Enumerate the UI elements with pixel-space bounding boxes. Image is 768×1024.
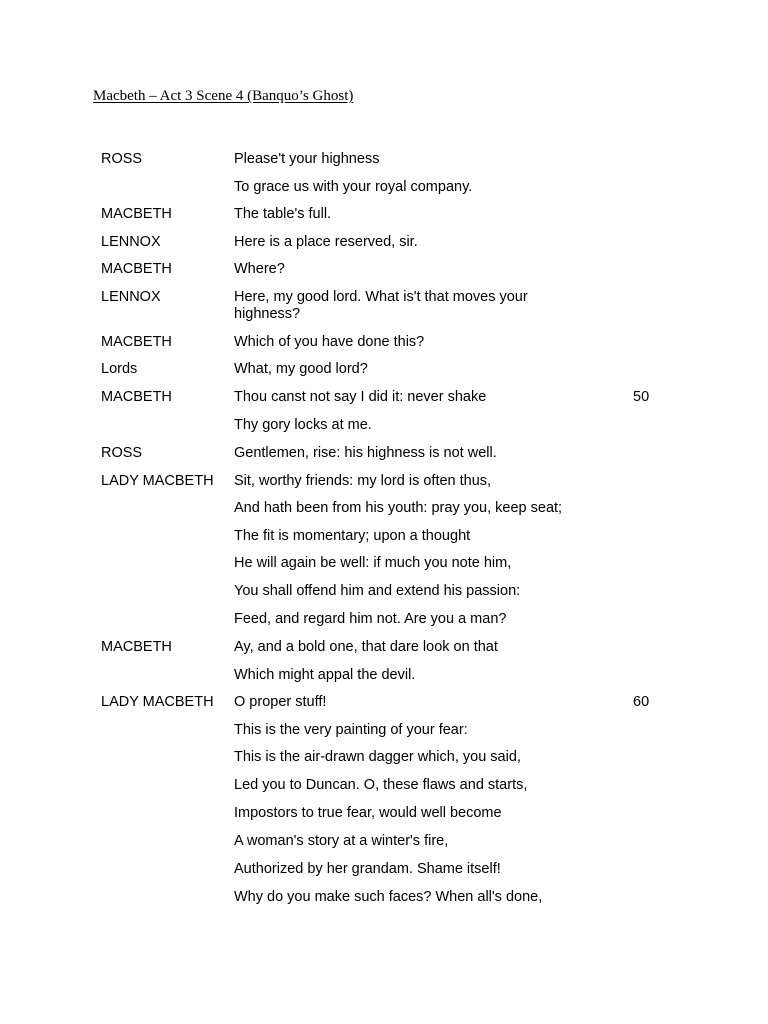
speaker-name: LADY MACBETH (101, 694, 214, 710)
line-text: Gentlemen, rise: his highness is not well. (234, 445, 497, 461)
line-text: Led you to Duncan. O, these flaws and starts, (234, 777, 528, 793)
speaker-name: MACBETH (101, 639, 172, 655)
speaker-name: MACBETH (101, 389, 172, 405)
line-text: Thou canst not say I did it: never shake (234, 389, 487, 405)
line-text: This is the air-drawn dagger which, you said, (234, 749, 521, 765)
line-text: Ay, and a bold one, that dare look on that (234, 639, 498, 655)
line-text: O proper stuff! (234, 694, 327, 710)
speaker-name: ROSS (101, 151, 143, 167)
speaker-name: MACBETH (101, 206, 172, 222)
line-text: This is the very painting of your fear: (234, 722, 468, 738)
line-text: Here is a place reserved, sir. (234, 234, 418, 250)
line-text: The table's full. (234, 206, 332, 222)
line-text: Why do you make such faces? When all's done, (234, 889, 543, 905)
line-text: And hath been from his youth: pray you, keep seat; (234, 500, 563, 516)
line-text: To grace us with your royal company. (234, 179, 473, 195)
line-text: Sit, worthy friends: my lord is often thus, (234, 473, 492, 489)
line-text: The fit is momentary; upon a thought (234, 528, 471, 544)
line-text: Which of you have done this? (234, 334, 425, 350)
speaker-name: MACBETH (101, 261, 172, 277)
speaker-name: LENNOX (101, 234, 161, 250)
speaker-name: LENNOX (101, 289, 161, 305)
line-text: Which might appal the devil. (234, 667, 416, 683)
speaker-name: Lords (101, 361, 138, 377)
speaker-name: ROSS (101, 445, 143, 461)
line-text: Impostors to true fear, would well become (234, 805, 502, 821)
line-text: Please't your highness (234, 151, 380, 167)
page-title: Macbeth – Act 3 Scene 4 (Banquo’s Ghost) (93, 88, 354, 104)
line-text: Authorized by her grandam. Shame itself! (234, 861, 501, 877)
line-text: You shall offend him and extend his passion: (234, 583, 521, 599)
speaker-name: MACBETH (101, 334, 172, 350)
line-text: Feed, and regard him not. Are you a man? (234, 611, 507, 627)
line-text: What, my good lord? (234, 361, 368, 377)
line-text: Where? (234, 261, 285, 277)
line-text: Thy gory locks at me. (234, 417, 372, 433)
line-text: He will again be well: if much you note him, (234, 555, 512, 571)
speaker-name: LADY MACBETH (101, 473, 214, 489)
line-text: Here, my good lord. What is't that moves your highness? (234, 289, 528, 322)
line-number: 60 (633, 694, 650, 710)
line-text: A woman's story at a winter's fire, (234, 833, 449, 849)
line-number: 50 (633, 389, 650, 405)
